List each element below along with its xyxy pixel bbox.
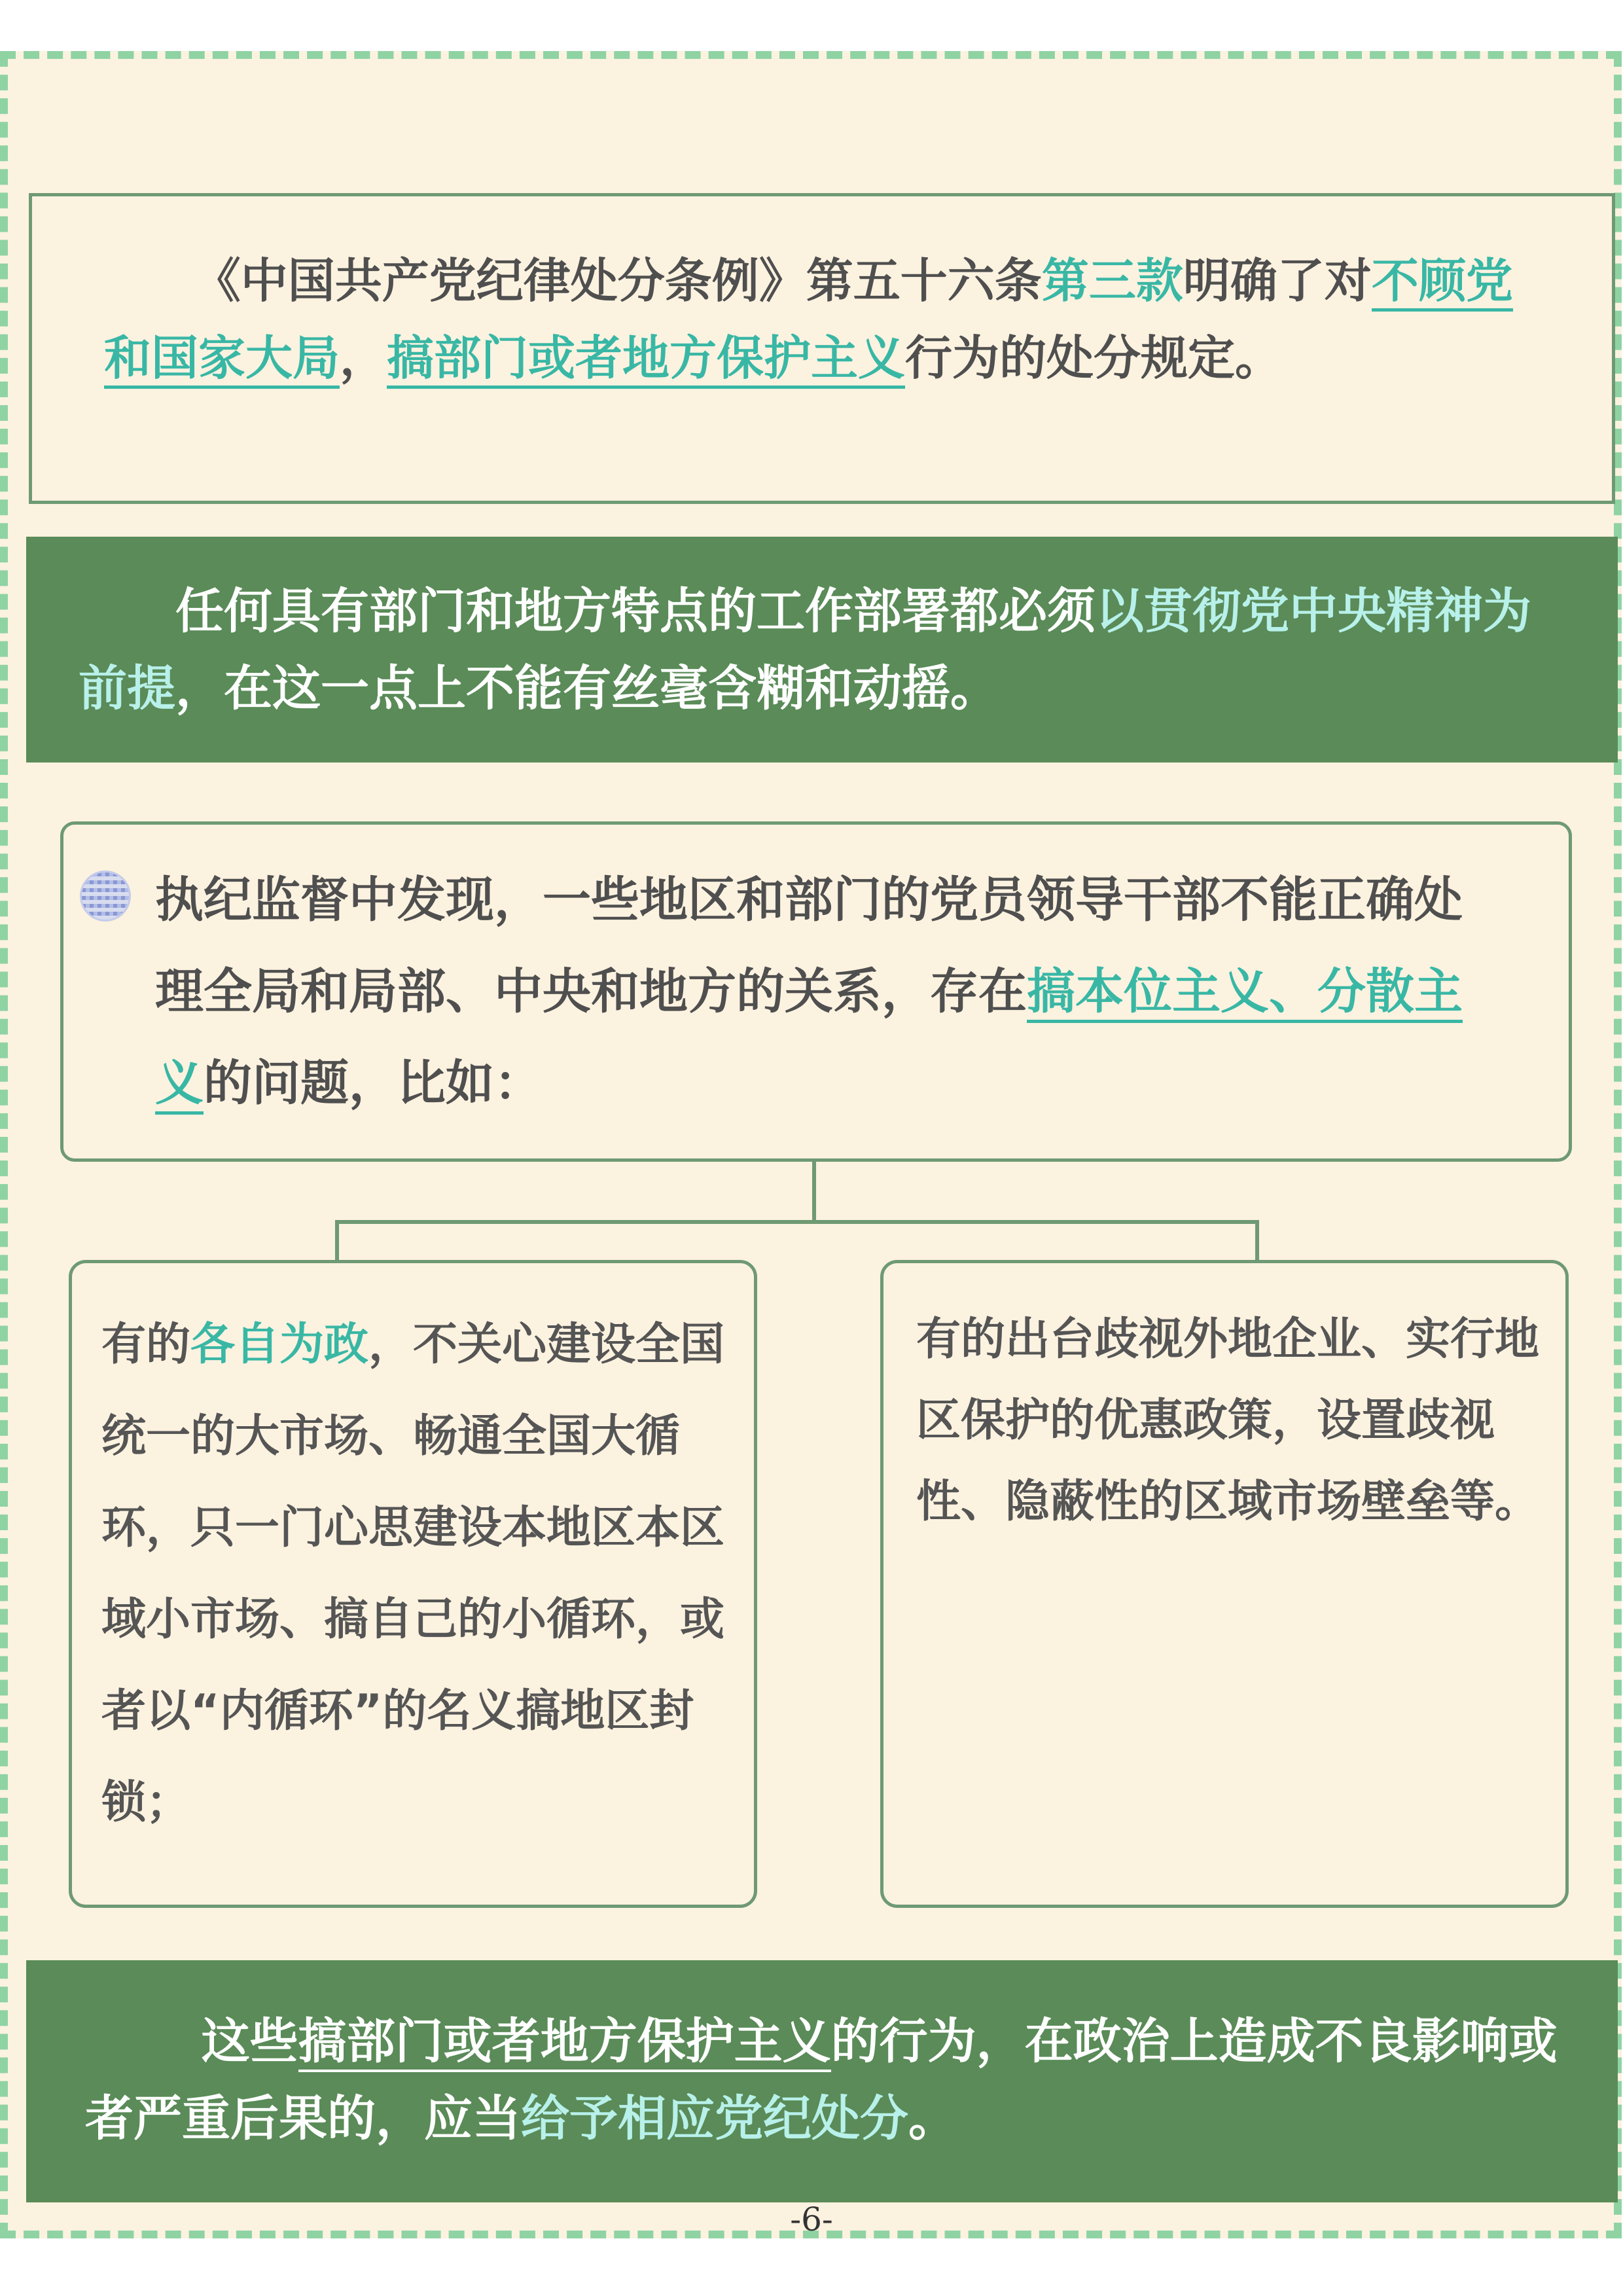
findings-box <box>60 821 1572 1162</box>
page-number: -6- <box>790 2200 833 2238</box>
regulation-intro-text <box>104 242 1546 397</box>
example-left-part: 有的 <box>101 1319 191 1371</box>
example-box-left <box>69 1260 757 1908</box>
intro-text-part: 明确了对 <box>1183 253 1372 308</box>
connector-line <box>812 1162 816 1224</box>
findings-text-part: 执纪监督中发现，一些地区和部门的党员领导干部不能正确处理全局和局部、中央和地方的关系，存在 <box>155 872 1463 1020</box>
keyword-protectionism: 搞部门或者地方保护主义 <box>387 331 905 389</box>
clause-highlight: 第三款 <box>1041 253 1183 308</box>
connector-line <box>1255 1220 1259 1261</box>
premise-text-part: 任何具有部门和地方特点的工作部署都必须 <box>175 583 1096 639</box>
intro-text-end: 行为的处分规定。 <box>905 331 1283 386</box>
connector-line <box>335 1220 339 1261</box>
poster-background <box>0 51 1622 2238</box>
conclusion-end: 。 <box>908 2090 957 2147</box>
example-right-text: 有的出台歧视外地企业、实行地区保护的优惠政策，设置歧视性、隐蔽性的区域市场壁垒等。 <box>916 1314 1540 1528</box>
findings-text <box>155 854 1490 1129</box>
conclusion-part: 这些 <box>201 2013 298 2070</box>
premise-text-end: ，在这一点上不能有丝毫含糊和动摇。 <box>175 660 999 717</box>
premise-text <box>79 573 1565 727</box>
keyword-acting-alone: 各自为政 <box>190 1319 369 1371</box>
example-left-text <box>101 1299 738 1849</box>
keyword-discipline: 给予相应党纪处分 <box>521 2090 908 2147</box>
keyword-disregard-overall: 不顾党和国家大局 <box>104 253 1513 389</box>
premise-box <box>26 537 1618 762</box>
globe-bullet-icon <box>80 870 131 922</box>
keyword-departmentalism: 搞本位主义、分散主义 <box>155 963 1463 1115</box>
premise-highlight: 以贯彻党中央精神为前提 <box>79 583 1531 717</box>
findings-text-end: 的问题，比如： <box>204 1055 543 1111</box>
keyword-protectionism-conclusion: 搞部门或者地方保护主义 <box>298 2013 831 2072</box>
example-left-end: ，不关心建设全国统一的大市场、畅通全国大循环，只一门心思建设本地区本区域小市场、搞自己的小循环，或者以“内循环”的名义搞地区封锁； <box>101 1319 725 1829</box>
regulation-title: 《中国共产党纪律处分条例》第五十六条 <box>193 253 1042 308</box>
comma: ， <box>340 331 387 386</box>
connector-line <box>335 1220 1259 1224</box>
conclusion-box <box>26 1960 1618 2202</box>
conclusion-middle: 的行为，在政治上造成不良影响或者严重后果的，应当 <box>85 2013 1558 2147</box>
conclusion-text <box>85 2003 1565 2157</box>
regulation-intro-box <box>29 193 1615 504</box>
example-box-right <box>880 1260 1569 1908</box>
